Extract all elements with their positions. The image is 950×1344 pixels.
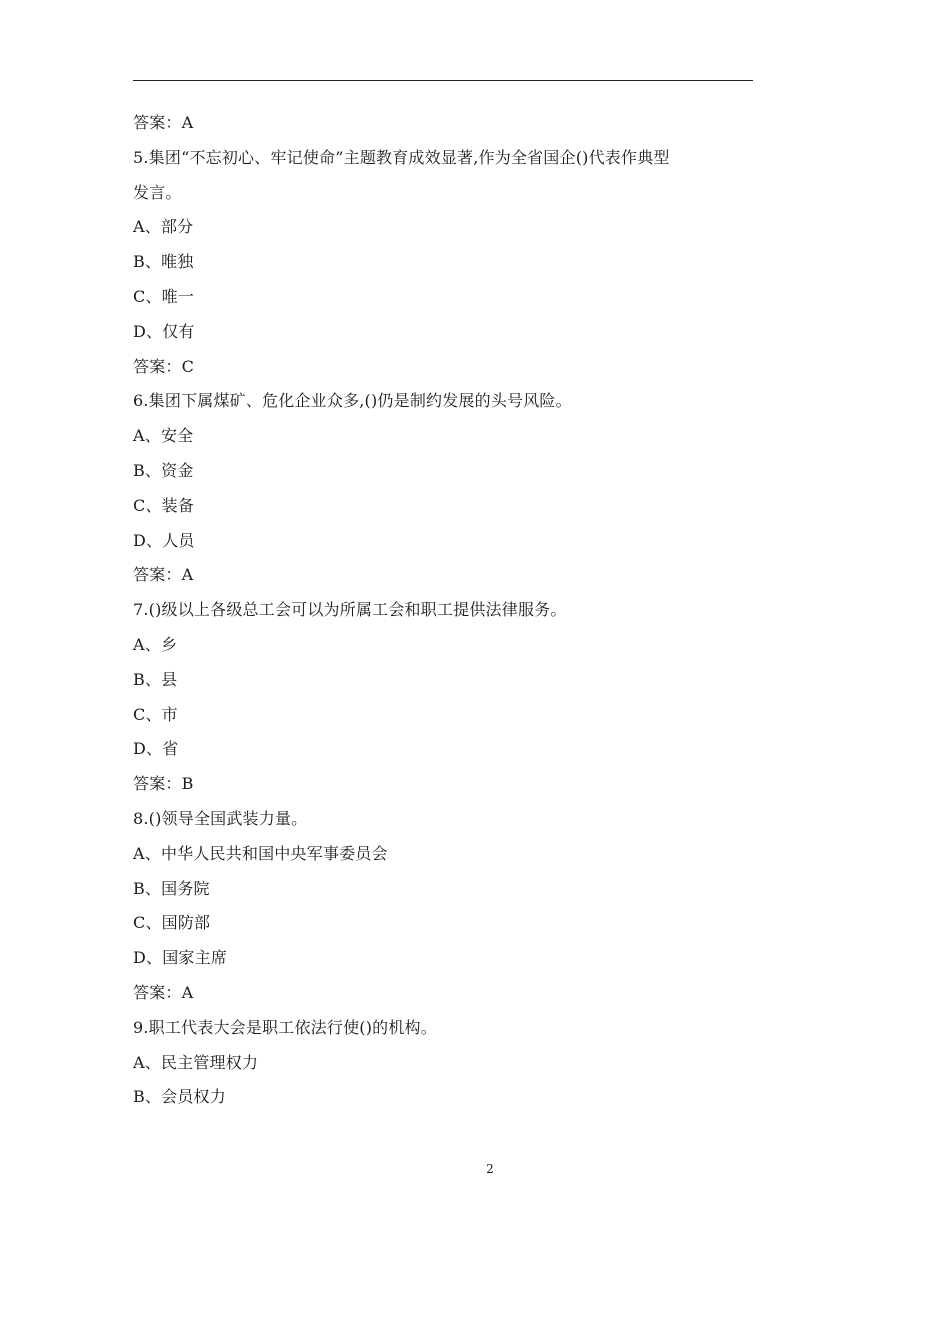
page-number: 2 xyxy=(486,1162,494,1176)
option-line: D、省 xyxy=(133,739,179,759)
option-line: A、安全 xyxy=(133,426,194,446)
answer-line: 答案：A xyxy=(133,565,194,585)
header-rule xyxy=(133,80,753,81)
option-line: B、县 xyxy=(133,669,178,689)
question-9: 9.职工代表大会是职工依法行使()的机构。 xyxy=(133,1017,437,1037)
question-7: 7.()级以上各级总工会可以为所属工会和职工提供法律服务。 xyxy=(133,600,567,620)
option-line: D、仅有 xyxy=(133,321,195,341)
answer-line: 答案：B xyxy=(133,774,194,794)
question-6: 6.集团下属煤矿、危化企业众多,()仍是制约发展的头号风险。 xyxy=(133,391,572,411)
option-line: C、市 xyxy=(133,704,178,724)
question-5: 5.集团“不忘初心、牢记使命”主题教育成效显著,作为全省国企()代表作典型 xyxy=(133,147,670,167)
answer-line: 答案：A xyxy=(133,982,194,1002)
answer-line: 答案：C xyxy=(133,356,195,376)
option-line: A、乡 xyxy=(133,634,178,654)
option-line: C、装备 xyxy=(133,495,195,515)
answer-line: 答案：A xyxy=(133,113,194,132)
option-line: A、民主管理权力 xyxy=(133,1052,259,1072)
question-5-continued: 发言。 xyxy=(133,182,182,202)
option-line: A、中华人民共和国中央军事委员会 xyxy=(133,843,388,863)
option-line: B、国务院 xyxy=(133,878,210,898)
option-line: C、唯一 xyxy=(133,286,195,306)
option-line: C、国防部 xyxy=(133,913,211,933)
option-line: B、资金 xyxy=(133,460,194,480)
option-line: B、会员权力 xyxy=(133,1087,226,1107)
option-line: D、国家主席 xyxy=(133,948,228,968)
option-line: A、部分 xyxy=(133,217,194,237)
option-line: D、人员 xyxy=(133,530,195,550)
question-8: 8.()领导全国武装力量。 xyxy=(133,808,308,828)
document-body xyxy=(133,106,758,1115)
option-line: B、唯独 xyxy=(133,252,194,272)
